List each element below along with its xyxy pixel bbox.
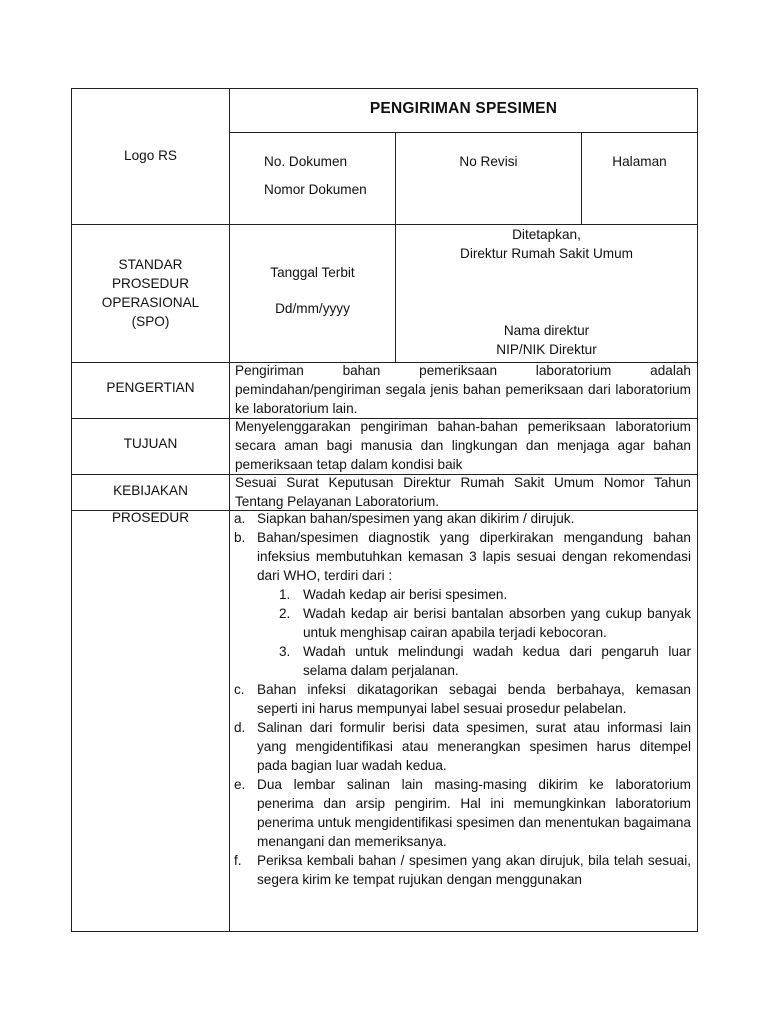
director-name: Nama direktur (503, 323, 590, 338)
step-text: Salinan dari formulir berisi data spesimen, surat atau informasi lain yang mengidentifikasi atau menerangkan spesimen harus ditempel pada bagian luar wadah kedua. (257, 720, 691, 773)
kebijakan-text (235, 473, 691, 511)
document-title-text: PENGIRIMAN SPESIMEN (369, 100, 558, 117)
step-text: Bahan infeksi dikatagorikan sebagai benda berbahaya, kemasan seperti ini harus mempunyai label sesuai prosedur pelabelan. (257, 682, 691, 716)
document-number-cell (264, 154, 394, 197)
spo-label (72, 255, 229, 331)
sub-text: Wadah kedap air berisi spesimen. (303, 587, 508, 602)
tujuan-label-text: TUJUAN (123, 436, 178, 451)
prosedur-content (229, 509, 691, 931)
sub-text: Wadah kedap air berisi bantalan absorben yang cukup banyak untuk menghisap cairan apabila terjadi kebocoran. (303, 606, 691, 640)
approval-cell (396, 225, 697, 263)
sub-marker: 1. (279, 587, 291, 602)
step-text: Siapkan bahan/spesimen yang akan dikirim / dirujuk. (257, 511, 575, 526)
revision-cell (396, 154, 581, 169)
procedure-step (229, 851, 691, 889)
revision-label: No Revisi (459, 154, 518, 169)
kebijakan-body: Sesuai Surat Keputusan Direktur Rumah Sakit Umum Nomor Tahun Tentang Pelayanan Laboratorium. (235, 475, 691, 509)
procedure-step (229, 680, 691, 718)
page-number-cell (582, 154, 697, 169)
step-marker: c. (234, 682, 245, 697)
procedure-step (229, 718, 691, 775)
logo-placeholder (72, 148, 229, 163)
approval-label: Ditetapkan, (512, 227, 581, 242)
step-marker: a. (234, 511, 246, 526)
issue-date-label: Tanggal Terbit (270, 265, 355, 280)
issue-date-cell (230, 265, 395, 316)
procedure-list (229, 509, 691, 585)
procedure-list-continued (229, 680, 691, 889)
title-divider (229, 132, 698, 133)
approval-position: Direktur Rumah Sakit Umum (460, 246, 633, 261)
document-title (230, 100, 697, 118)
procedure-step (229, 528, 691, 585)
step-marker: b. (234, 530, 246, 545)
page-number-label: Halaman (612, 154, 667, 169)
procedure-step (229, 509, 691, 528)
tujuan-body: Menyelenggarakan pengiriman bahan-bahan pemeriksaan laboratorium secara aman bagi manusia dan lingkungan dan menjaga agar bahan pemeriksaan tetap dalam kondisi baik (235, 419, 691, 472)
sub-marker: 3. (279, 644, 291, 659)
pengertian-label (72, 380, 229, 395)
table-border-right (697, 88, 698, 932)
pengertian-text (235, 361, 691, 418)
spo-label-line: OPERASIONAL (101, 295, 200, 310)
table-border-bottom (71, 931, 698, 932)
spo-label-line: PROSEDUR (111, 276, 190, 291)
step-marker: d. (234, 720, 246, 735)
document-number-label: No. Dokumen (264, 154, 348, 169)
director-signature (396, 321, 697, 359)
packaging-layer (229, 642, 691, 680)
packaging-layer (229, 604, 691, 642)
prosedur-label (72, 510, 229, 525)
kebijakan-label-text: KEBIJAKAN (113, 483, 188, 498)
step-text: Bahan/spesimen diagnostik yang diperkirakan mengandung bahan infeksius membutuhkan kemasan 3 lapis sesuai dengan rekomendasi dari WHO, terdiri dari : (257, 530, 691, 583)
step-text: Periksa kembali bahan / spesimen yang akan dirujuk, bila telah sesuai, segera kirim ke tempat rujukan dengan menggunakan (257, 853, 691, 887)
spo-label-line: (SPO) (131, 314, 170, 329)
packaging-sublist (229, 585, 691, 680)
page-column-divider (581, 132, 582, 225)
pengertian-label-text: PENGERTIAN (106, 380, 195, 395)
kebijakan-label (72, 483, 229, 498)
tujuan-label (72, 436, 229, 451)
procedure-step (229, 775, 691, 851)
logo-text: Logo RS (124, 148, 177, 163)
spo-label-line: STANDAR (118, 257, 183, 272)
issue-date-value: Dd/mm/yyyy (275, 301, 350, 316)
sub-text: Wadah untuk melindungi wadah kedua dari pengaruh luar selama dalam perjalanan. (303, 644, 691, 678)
step-marker: e. (234, 777, 246, 792)
tujuan-text (235, 417, 691, 474)
prosedur-label-text: PROSEDUR (111, 510, 190, 525)
step-marker: f. (234, 853, 242, 868)
director-id: NIP/NIK Direktur (496, 342, 597, 357)
table-border-top (71, 88, 698, 89)
pengertian-body: Pengiriman bahan pemeriksaan laboratorium adalah pemindahan/pengiriman segala jenis bahan pemeriksaan dari laboratorium ke laboratorium lain. (235, 363, 691, 416)
sub-marker: 2. (279, 606, 291, 621)
step-text: Dua lembar salinan lain masing-masing dikirim ke laboratorium penerima dan arsip pengirim. Hal ini memungkinkan laboratorium penerima untuk mengidentifikasi spesimen dan menentukan bagaimana menangani dan memeriksanya. (257, 777, 691, 849)
document-number-value: Nomor Dokumen (264, 182, 367, 197)
packaging-layer (229, 585, 691, 604)
